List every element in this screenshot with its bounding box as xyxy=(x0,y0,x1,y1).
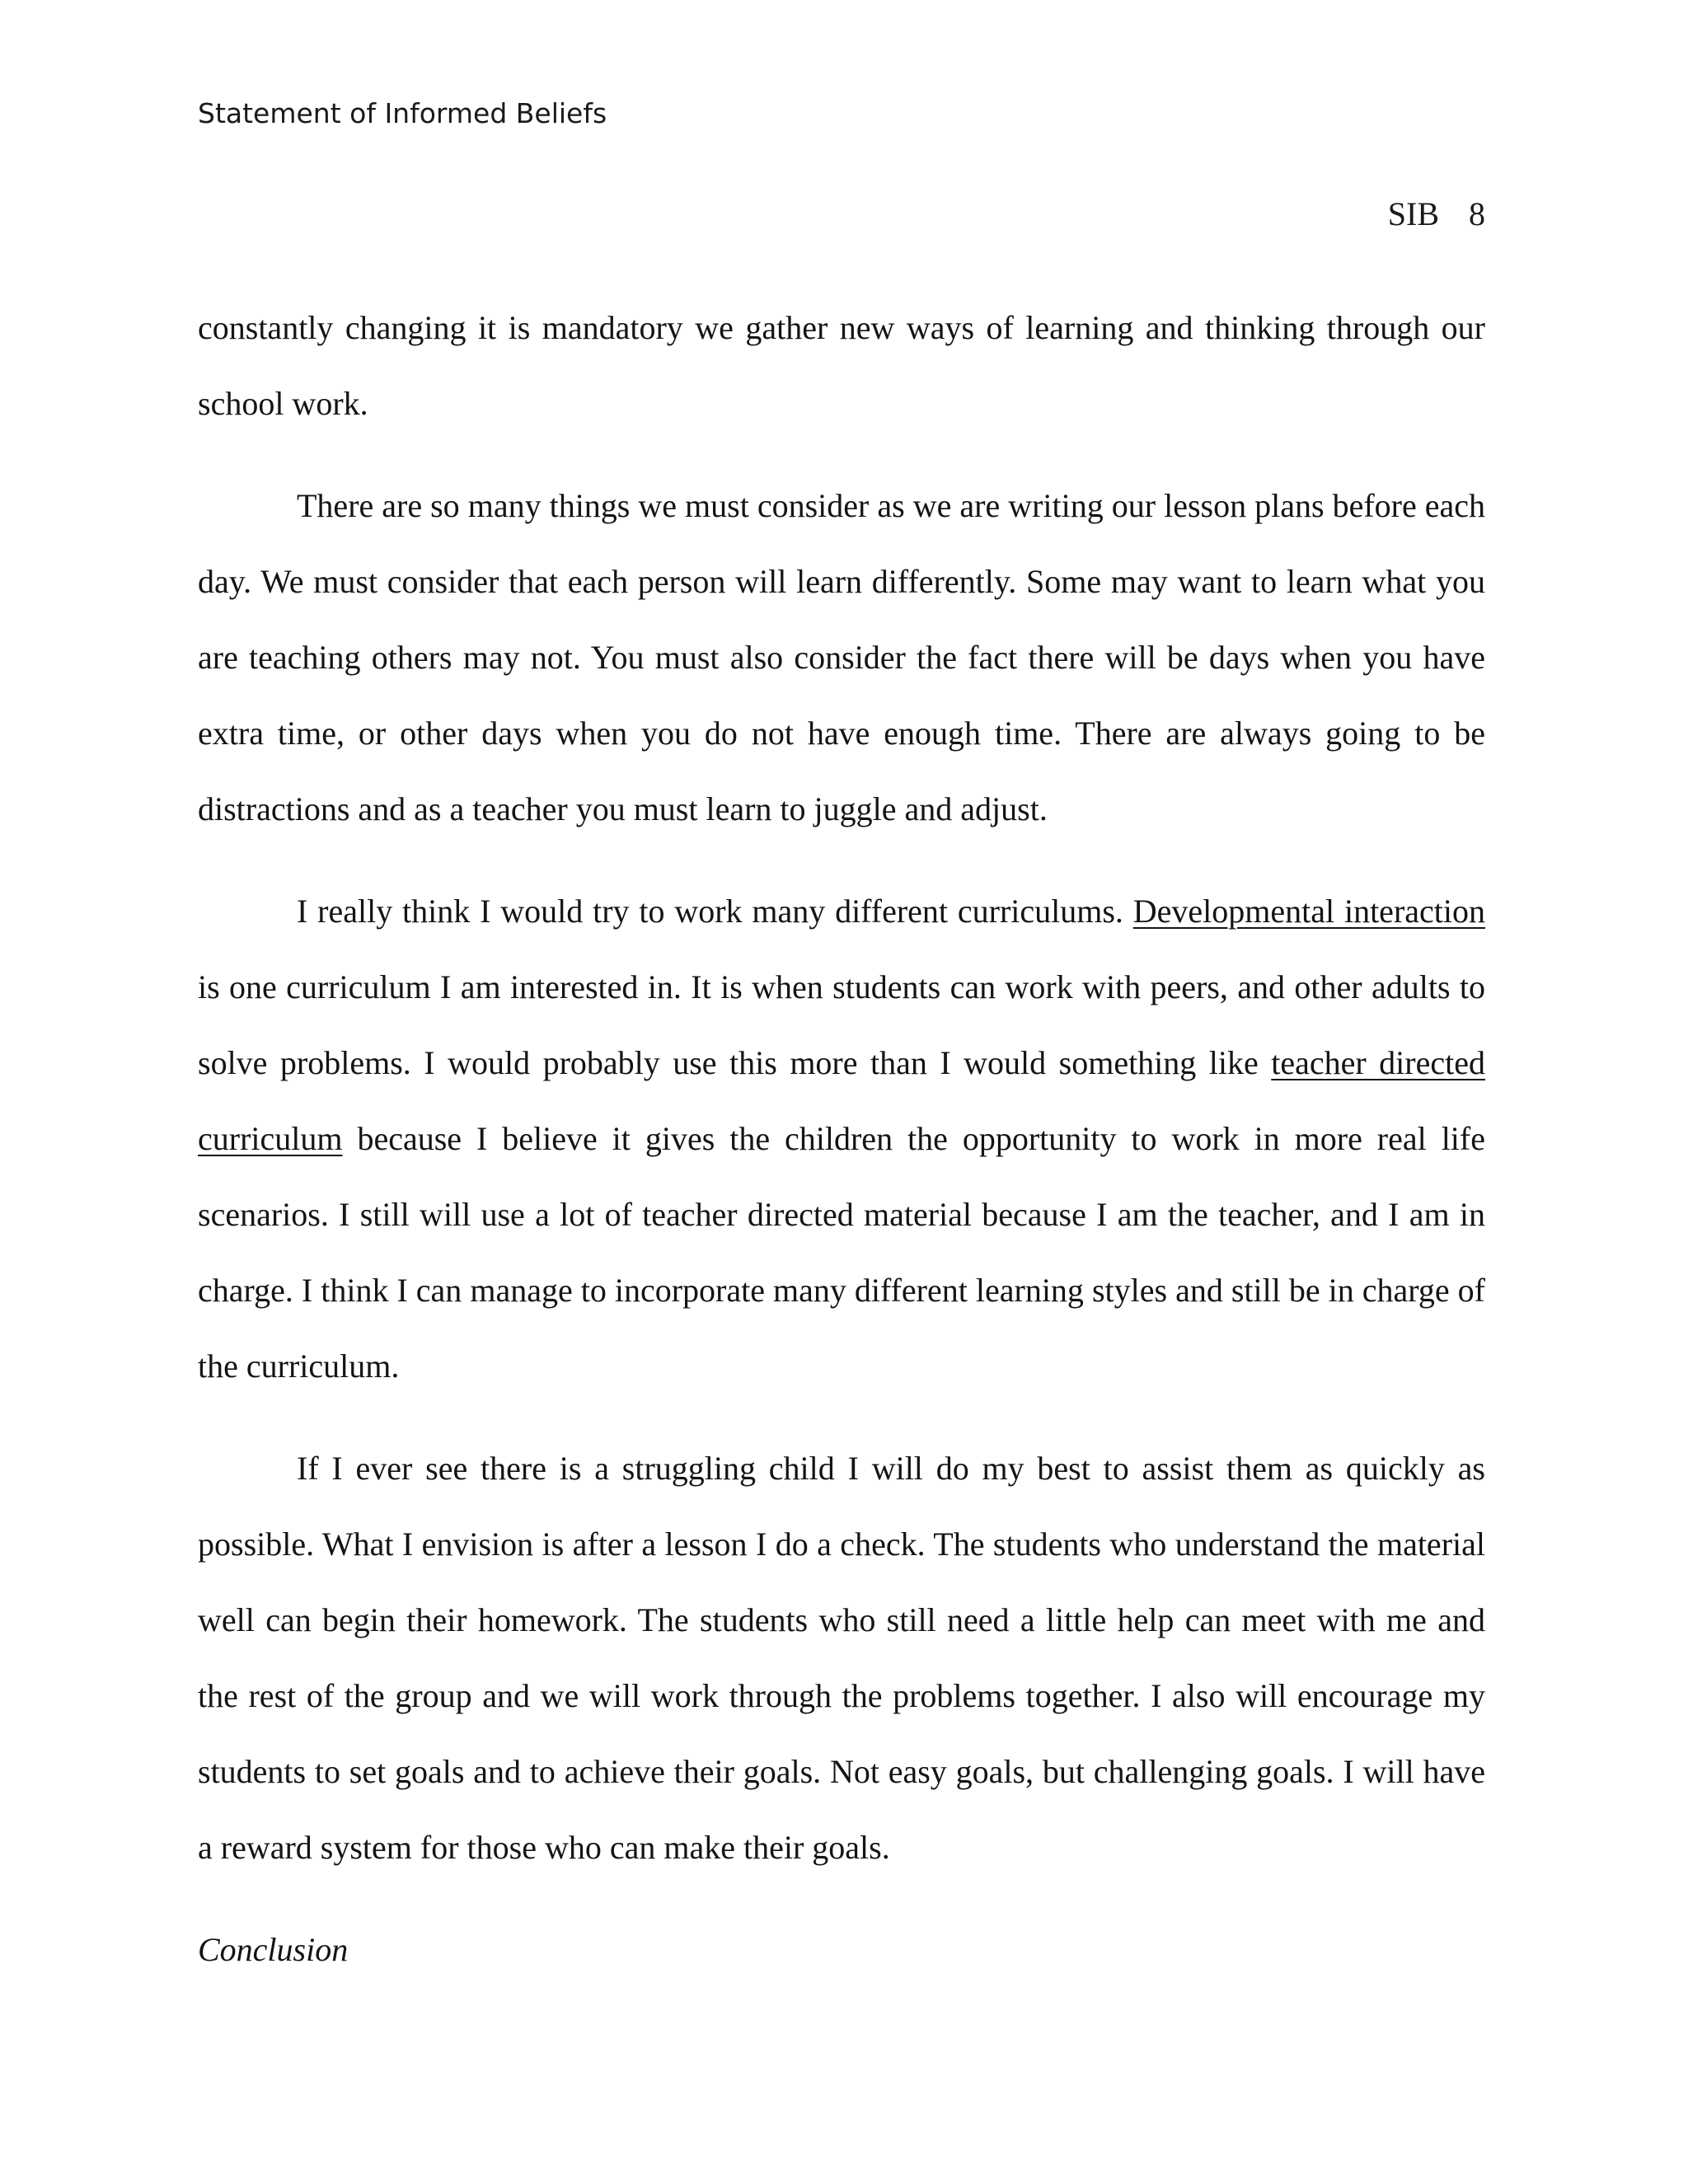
paragraph-continuation: constantly changing it is mandatory we gather new ways of learning and thinking through our school work. xyxy=(198,309,1485,422)
running-head-label: SIB xyxy=(1387,195,1439,232)
running-head xyxy=(1388,194,1485,233)
document-body xyxy=(198,290,1485,2014)
page-number: 8 xyxy=(1469,195,1485,232)
paragraph-lesson-plans: There are so many things we must consider as we are writing our lesson plans before each day. We must consider that each person will learn differently. Some may want to learn what you are teaching others may not. You must also consider the fact there will be days when you have extra time, or other days when you do not have enough time. There are always going to be distractions and as a teacher you must learn to juggle and adjust. xyxy=(198,487,1485,827)
paragraph-struggling-child: If I ever see there is a struggling child I will do my best to assist them as quickly as possible. What I envision is after a lesson I do a check. The students who understand the material well can begin their homework. The students who still need a little help can meet with me and the rest of the group and we will work through the problems together. I also will encourage my students to set goals and to achieve their goals. Not easy goals, but challenging goals. I will have a reward system for those who can make their goals. xyxy=(198,1450,1485,1866)
section-heading-conclusion: Conclusion xyxy=(198,1931,349,1968)
underlined-term-developmental-interaction: Developmental interaction xyxy=(1132,893,1485,930)
paragraph-curriculums-text-3: because I believe it gives the children the opportunity to work in more real life scenarios. I still will use a lot of teacher directed material because I am the teacher, and I am in charge. I think I can manage to incorporate many different learning styles and still be in charge of the curriculum. xyxy=(198,1120,1485,1385)
paragraph-curriculums-text-1: I really think I would try to work many different curriculums. xyxy=(297,893,1133,930)
paragraph-curriculums xyxy=(198,874,1485,1404)
paragraph-curriculums-text-2: is one curriculum I am interested in. It is when students can work with peers, and other adults to solve problems. I would probably use this more than I would something like xyxy=(198,968,1485,1081)
document-header-title: Statement of Informed Beliefs xyxy=(198,97,607,129)
underlined-term-teacher-directed-curriculum: teacher directed curriculum xyxy=(198,1044,1485,1157)
